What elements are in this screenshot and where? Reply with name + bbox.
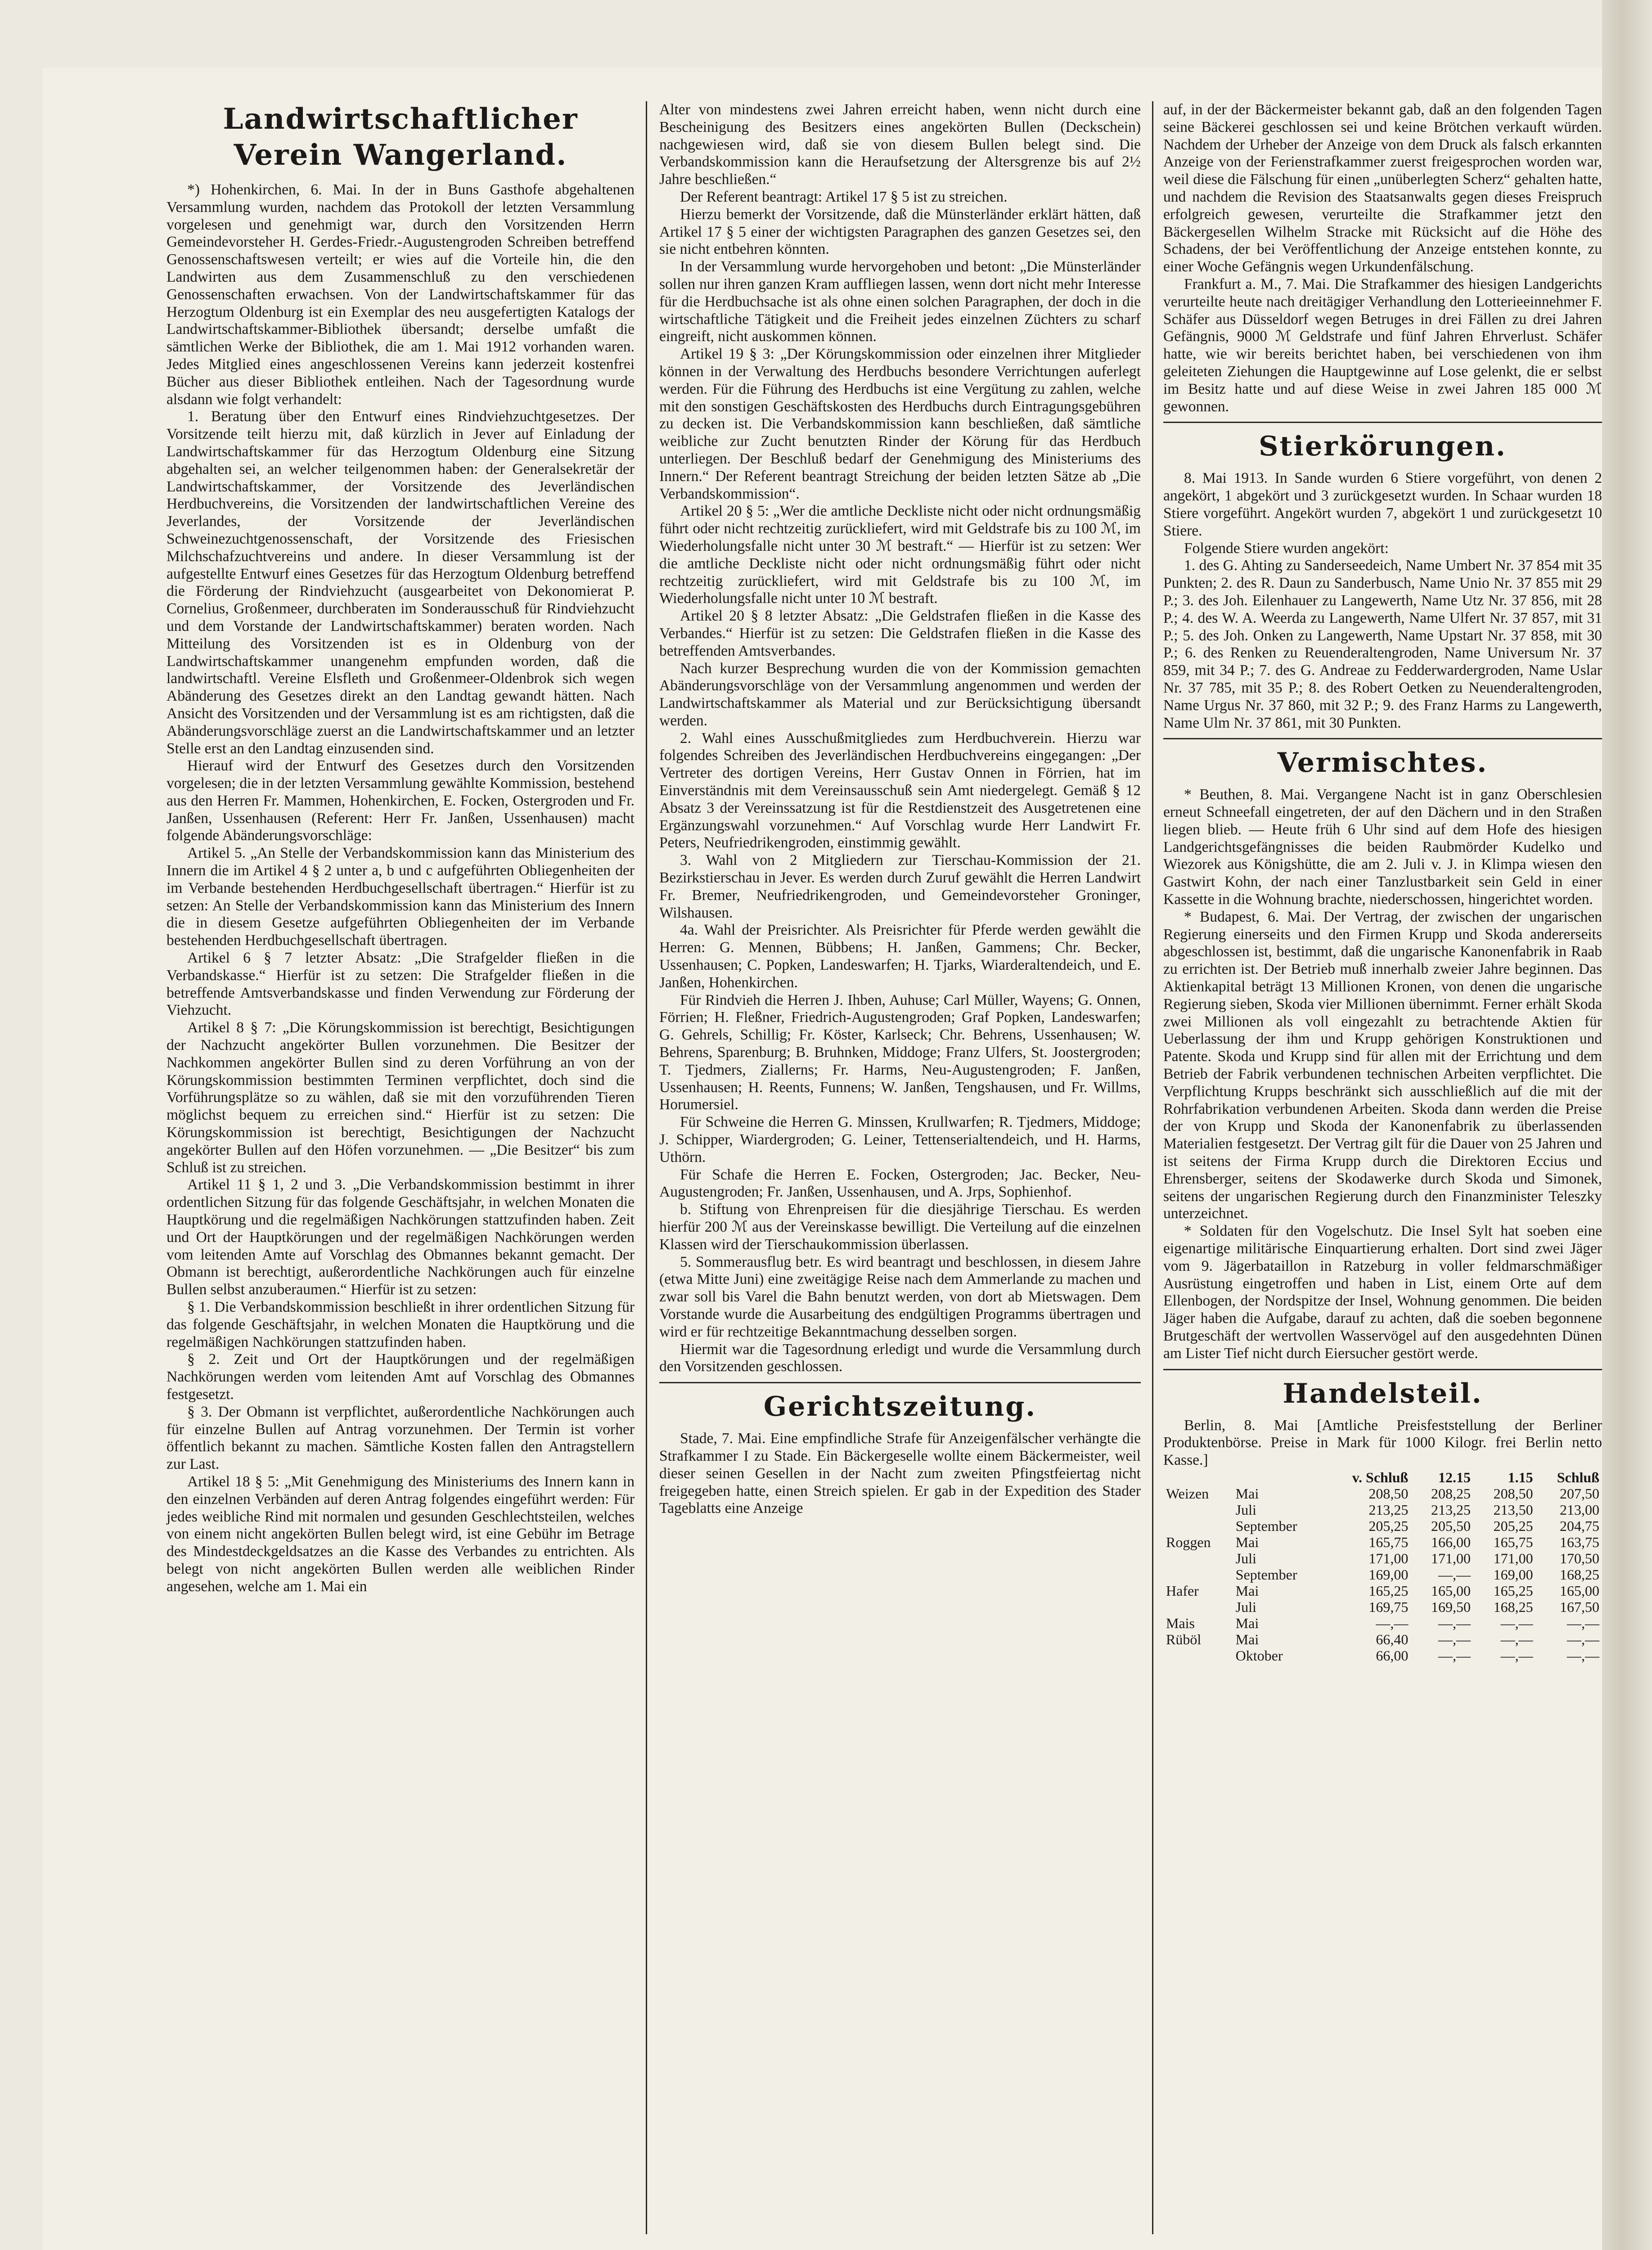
price-cell: 170,50 xyxy=(1560,1550,1599,1566)
paragraph: § 1. Die Verbandskommission beschließt in ihrer ordentlichen Sitzung für das folgende Geschäftsjahr, in welchen Monaten die Hauptkörung und die regelmäßigen Nachkörungen stattzufinden haben. xyxy=(167,1299,635,1350)
price-cell: 205,50 xyxy=(1431,1517,1471,1534)
price-cell: 66,40 xyxy=(1376,1631,1409,1647)
price-cell: 165,75 xyxy=(1368,1534,1409,1550)
price-cell: —,— xyxy=(1376,1615,1409,1631)
section-divider xyxy=(659,1382,1141,1383)
price-cell: 165,00 xyxy=(1560,1582,1599,1599)
paragraph: * Soldaten für den Vogelschutz. Die Insel Sylt hat soeben eine eigenartige militärische Einquartierung erhalten. Dort sind zwei Jäger vom 9. Jägerbataillon in Ratzeburg in voller feldmarschmäßiger Ausrüstung eingetroffen und haben in List, einem Orte auf dem Ellenbogen, der Nordspitze der Insel, Wohnung genommen. Die beiden Jäger haben die Aufgabe, darauf zu achten, daß die soeben begonnene Brutgeschäft der wertvollen Wasservögel auf den ausgedehnten Dünen am Lister Tief nicht durch Eiersucher gestört werde. xyxy=(1163,1223,1602,1362)
paragraph: 1. des G. Ahting zu Sanderseedeich, Name Umbert Nr. 37 854 mit 35 Punkten; 2. des R. Daun zu Sanderbusch, Name Unio Nr. 37 855 mit 29 P.; 3. des Joh. Eilenhauer zu Langewerth, Name Utz Nr. 37 856, mit 28 P.; 4. des W. A. Weerda zu Langewerth, Name Ulfert Nr. 37 857, mit 31 P.; 5. des Joh. Onken zu Langewerth, Name Upstart Nr. 37 858, mit 30 P.; 6. des Renken zu Reuenderaltengroden, Name Universum Nr. 37 859, mit 34 P.; 7. des G. Andreae zu Fedderwardergroden, Name Uslar Nr. 37 785, mit 35 P.; 8. des Robert Oetken zu Neuenderaltengroden, Name Urgus Nr. 37 860, mit 32 P.; 9. des Franz Harms zu Langewerth, Name Ulm Nr. 37 861, mit 30 Punkten. xyxy=(1163,557,1602,731)
section-divider xyxy=(1163,1369,1602,1370)
paragraph: Alter von mindestens zwei Jahren erreicht haben, wenn nicht durch eine Bescheinigung des Besitzers eines angekörten Bullen (Deckschein) nachgewiesen wird, daß sie von diesem Bullen belegt sind. Die Verbandskommission kann die Heraufsetzung der Altersgrenze bis auf 2½ Jahre beschließen.“ xyxy=(659,101,1141,188)
paragraph: Folgende Stiere wurden angekört: xyxy=(1184,540,1389,557)
column-1 xyxy=(167,101,635,1596)
price-cell: 169,50 xyxy=(1431,1598,1471,1615)
commodity-cell xyxy=(1163,1550,1233,1566)
month-cell: Juli xyxy=(1235,1550,1256,1566)
paragraph: Artikel 5. „An Stelle der Verbandskommission kann das Ministerium des Innern die im Artikel 4 § 2 unter a, b und c aufgeführten Obliegenheiten der im Verbande bestehenden Herdbuchgesellschaft übertragen.“ Hierfür ist zu setzen: An Stelle der Verbandskommission kann das Ministerium des Innern die in diesem Gesetze aufgeführten Obliegenheiten der im Verbande bestehenden Herdbuchgesellschaft übertragen. xyxy=(167,845,635,949)
market-header-cell: 12.15 xyxy=(1438,1469,1471,1485)
paragraph: Nach kurzer Besprechung wurden die von der Kommission gemachten Abänderungsvorschläge von der Versammlung angenommen und werden der Landwirtschaftskammer als Material und zur Berücksichtigung übersandt werden. xyxy=(659,660,1141,729)
price-cell: —,— xyxy=(1438,1615,1471,1631)
paragraph: 3. Wahl von 2 Mitgliedern zur Tierschau-Kommission der 21. Bezirkstierschau in Jever. Es werden durch Zuruf gewählt die Herren Landwirt Fr. Bremer, Neufriedrikengroden, und Gemeindevorsteher Groninger, Wilshausen. xyxy=(659,852,1141,921)
paragraph: 1. Beratung über den Entwurf eines Rindviehzuchtgesetzes. Der Vorsitzende teilt hierzu mit, daß kürzlich in Jever auf Einladung der Landwirtschaftskammer für das Herzogtum Oldenburg eine Sitzung abgehalten sei, an welcher teilgenommen haben: der Generalsekretär der Landwirtschaftskammer, der Vorsitzende des Jeverländischen Herdbuchvereins, die Vorsitzenden der landwirtschaftlichen Vereine des Jeverlandes, der Vorsitzende der Jeverländischen Schweinezuchtgenossenschaft, der Vorsitzende des Friesischen Milchschafzuchtvereins und andere. In dieser Versammlung ist der aufgestellte Entwurf eines Gesetzes für das Herzogtum Oldenburg betreffend die Förderung der Rindviehzucht (ausgearbeitet von Dekonomierat P. Cornelius, Großenmeer, durchberaten im Sonderausschuß für Rindviehzucht und dem Vorstande der Landwirtschaftskammer) beraten worden. Nach Mitteilung des Vorsitzenden ist es in Oldenburg von der Landwirtschaftskammer unangenehm empfunden worden, daß die landwirtschaftl. Vereine Elsfleth und Großenmeer-Oldenbrok sich wegen Abänderung des Gesetzes direkt an den Landtag gewandt hätten. Nach Ansicht des Vorsitzenden und der Versammlung ist es am richtigsten, daß die Abänderungsvorschläge zuerst an die Landwirtschaftskammer und an letzter Stelle erst an den Landtag einzusenden sind. xyxy=(167,408,635,757)
commodity-cell: Weizen xyxy=(1166,1485,1209,1502)
commodity-cell: Roggen xyxy=(1166,1534,1211,1550)
price-cell: 168,25 xyxy=(1493,1598,1533,1615)
paragraph: Frankfurt a. M., 7. Mai. Die Strafkammer des hiesigen Landgerichts verurteilte heute nach dreitägiger Verhandlung den Lotterieeinnehmer F. Schäfer aus Düsseldorf wegen Betruges in drei Fällen zu drei Jahren Gefängnis, 9000 ℳ Geldstrafe und fünf Jahren Ehrverlust. Schäfer hatte, wie wir bereits berichtet haben, bei verschiedenen von ihm geleiteten Ziehungen die Hauptgewinne auf Lose gelenkt, die er selbst im Besitz hatte und auf diese Weise in zwei Jahren 185 000 ℳ gewonnen. xyxy=(1163,275,1602,415)
price-cell: 171,00 xyxy=(1368,1550,1409,1566)
month-cell: Juli xyxy=(1235,1501,1256,1518)
price-cell: 213,25 xyxy=(1431,1501,1471,1518)
month-cell: Oktober xyxy=(1235,1647,1283,1664)
commodity-cell xyxy=(1163,1518,1233,1534)
paragraph: In der Versammlung wurde hervorgehoben und betont: „Die Münsterländer sollen nur ihren ganzen Kram auffliegen lassen, wenn dort nicht mehr Interesse für die Herdbuchsache ist als ohne einen solchen Paragraphen, der doch in die wirtschaftliche Tätigkeit und die Freiheit jedes einzelnen Züchters zu scharf eingreift, nicht auskommen können. xyxy=(659,258,1141,345)
price-cell: 208,50 xyxy=(1493,1485,1533,1502)
paragraph: Artikel 6 § 7 letzter Absatz: „Die Strafgelder fließen in die Verbandskasse.“ Hierfür ist zu setzen: Die Strafgelder fließen in die betreffende Amtsverbandskasse und finden Verwendung zur Förderung der Viehzucht. xyxy=(167,950,635,1019)
paragraph: Artikel 8 § 7: „Die Körungskommission ist berechtigt, Besichtigungen der Nachzucht angekörter Bullen vorzunehmen. Die Besitzer der Nachkommen angekörter Bullen sind zu deren Vorführung an von der Körungskommission bestimmten Terminen verpflichtet, doch sind die Vorführungsplätze so zu wählen, daß sie mit den vorzuführenden Tieren möglichst bequem zu erreichen sind.“ Hierfür ist zu setzen: Die Körungskommission ist berechtigt, Besichtigungen der Nachzucht angekörter Bullen auf den Höfen vorzunehmen. — „Die Besitzer“ bis zum Schluß ist zu streichen. xyxy=(167,1019,635,1176)
commodity-cell xyxy=(1163,1566,1233,1583)
price-cell: 66,00 xyxy=(1376,1647,1409,1664)
price-cell: 213,25 xyxy=(1368,1501,1409,1518)
paragraph: Für Schafe die Herren E. Focken, Ostergroden; Jac. Becker, Neu-Augustengroden; Fr. Janßen, Ussenhausen, und A. Jrps, Sophienhof. xyxy=(659,1166,1141,1201)
price-cell: 165,75 xyxy=(1493,1534,1533,1550)
price-cell: 163,75 xyxy=(1560,1534,1599,1550)
month-cell: September xyxy=(1235,1517,1297,1534)
market-price-table xyxy=(1163,1469,1602,1664)
paragraph: Artikel 18 § 5: „Mit Genehmigung des Ministeriums des Innern kann in den einzelnen Verbänden auf deren Antrag folgendes eingeführt werden: Für jedes weibliche Rind mit normalen und gesunden Geschlechtsteilen, welches von einem nicht angekörten Bullen belegt wird, ist eine Gebühr im Betrage des Mindestdeckgeldsatzes an die Kasse des Verbandes zu entrichten. Als belegt von nicht angekörten Bullen werden alle weiblichen Rinder angesehen, welche am 1. Mai ein xyxy=(167,1473,635,1595)
price-cell: 205,25 xyxy=(1493,1517,1533,1534)
commodity-cell: Rüböl xyxy=(1166,1631,1202,1647)
column-3 xyxy=(1163,101,1602,1664)
price-cell: 171,00 xyxy=(1431,1550,1471,1566)
market-row xyxy=(1163,1550,1602,1566)
price-cell: 207,50 xyxy=(1560,1485,1599,1502)
month-cell: Mai xyxy=(1235,1534,1259,1550)
market-header-row xyxy=(1163,1469,1602,1485)
paragraph: * Beuthen, 8. Mai. Vergangene Nacht ist in ganz Oberschlesien erneut Schneefall eingetreten, der auf den Dächern und in den Straßen liegen blieb. — Heute früh 6 Uhr sind auf dem Hofe des hiesigen Landgerichtsgefängnisses die beiden Raubmörder Kudelko und Wiezorek aus Königshütte, die am 2. Juli v. J. in Klimpa wiesen den Gastwirt Kohn, der nach einer Tanzlustbarkeit sein Geld in einer Kassette in die Wohnung brachte, niederschossen, hingerichtet worden. xyxy=(1163,786,1602,908)
commodity-cell xyxy=(1163,1502,1233,1518)
price-cell: 205,25 xyxy=(1368,1517,1409,1534)
price-cell: 165,00 xyxy=(1431,1582,1471,1599)
paragraph: 8. Mai 1913. In Sande wurden 6 Stiere vorgeführt, von denen 2 angekört, 1 abgekört und 3 zurückgesetzt wurden. In Schaar wurden 18 Stiere vorgeführt. Angekört wurden 7, abgekört 1 und zurückgesetzt 10 Stiere. xyxy=(1163,470,1602,539)
paragraph: § 3. Der Obmann ist verpflichtet, außerordentliche Nachkörungen auch für einzelne Bullen auf Antrag vorzunehmen. Der Termin ist vorher öffentlich bekannt zu machen. Sämtliche Kosten fallen den Antragstellern zur Last. xyxy=(167,1403,635,1473)
price-cell: —,— xyxy=(1500,1615,1533,1631)
price-cell: 169,00 xyxy=(1368,1566,1409,1583)
paragraph: Artikel 20 § 8 letzter Absatz: „Die Geldstrafen fließen in die Kasse des Verbandes.“ Hierfür ist zu setzen: Die Geldstrafen fließen in die Kasse des betreffenden Amtsverbandes. xyxy=(659,608,1141,659)
paragraph: * Budapest, 6. Mai. Der Vertrag, der zwischen der ungarischen Regierung einerseits und den Firmen Krupp und Skoda andererseits abgeschlossen ist, bestimmt, daß die ungarische Kanonenfabrik in Raab zu errichten ist. Der Betrieb muß innerhalb zweier Jahre beginnen. Das Aktienkapital beträgt 13 Millionen Kronen, von denen die ungarische Regierung sieben, Skoda vier Millionen übernimmt. Ferner erhält Skoda zwei Millionen als voll eingezahlt zu betrachtende Aktien für Ueberlassung der ihm und Krupp gehörigen Konstruktionen und Patente. Skoda und Krupp sind für allen mit der Errichtung und dem Betrieb der Fabrik verbundenen technischen Arbeiten verpflichtet. Die Verpflichtung Krupps beschränkt sich ausschließlich auf die mit der Rohrfabrikation verbundenen Arbeiten. Skoda dann werden die Preise der von Krupp und Skoda der Kanonenfabrik zu überlassenden Materialien festgesetzt. Der Vertrag gilt für die Dauer von 25 Jahren und ist seitens der Firma Krupp durch die Direktoren Eccius und Ehrensberger, seitens der Skodawerke durch Skoda und Simonek, seitens der ungarischen Regierung durch den Finanzminister Teleszky unterzeichnet. xyxy=(1163,908,1602,1222)
section-heading-handelsteil: Handelsteil. xyxy=(1283,1377,1483,1409)
price-cell: 171,00 xyxy=(1493,1550,1533,1566)
price-cell: 168,25 xyxy=(1560,1566,1599,1583)
market-header-cell xyxy=(1233,1469,1326,1485)
price-cell: 208,25 xyxy=(1431,1485,1471,1502)
price-cell: 165,25 xyxy=(1368,1582,1409,1599)
price-cell: 204,75 xyxy=(1560,1517,1599,1534)
price-cell: —,— xyxy=(1567,1631,1599,1647)
market-row xyxy=(1163,1631,1602,1647)
month-cell: September xyxy=(1235,1566,1297,1583)
month-cell: Mai xyxy=(1235,1615,1259,1631)
market-header-cell: v. Schluß xyxy=(1352,1469,1409,1485)
price-cell: 165,25 xyxy=(1493,1582,1533,1599)
price-cell: —,— xyxy=(1567,1615,1599,1631)
section-divider xyxy=(1163,422,1602,423)
paragraph: Für Rindvieh die Herren J. Ihben, Auhuse; Carl Müller, Wayens; G. Onnen, Förrien; H. Fleßner, Friedrich-Augustengroden; Graf Popken, Landeswarfen; G. Gehrels, Schillig; Fr. Köster, Karlseck; Chr. Behrens, Ussenhausen; W. Behrens, Sparenburg; B. Bruhnken, Middoge; Franz Ulfers, St. Joostergroden; T. Tjedmers, Ziallerns; Fr. Harms, Neu-Augustengroden; F. Janßen, Ussenhausen; H. Reents, Funnens; W. Janßen, Tengshausen, und Fr. Willms, Horumersiel. xyxy=(659,991,1141,1113)
market-intro: Berlin, 8. Mai [Amtliche Preisfeststellung der Berliner Produktenbörse. Preise in Mark für 1000 Kilogr. frei Berlin netto Kasse.] xyxy=(1163,1417,1602,1469)
column-2 xyxy=(659,101,1141,1517)
paragraph: b. Stiftung von Ehrenpreisen für die diesjährige Tierschau. Es werden hierfür 200 ℳ aus der Vereinskasse bewilligt. Die Verteilung auf die einzelnen Klassen wird der Tierschaukommission überlassen. xyxy=(659,1201,1141,1253)
price-cell: —,— xyxy=(1438,1631,1471,1647)
section-divider xyxy=(1163,738,1602,739)
market-row xyxy=(1163,1502,1602,1518)
column-rule-1 xyxy=(646,101,647,2234)
paragraph: Für Schweine die Herren G. Minssen, Krullwarfen; R. Tjedmers, Middoge; J. Schipper, Wiardergroden; G. Leiner, Tettenserialtendeich, und H. Harms, Uthörn. xyxy=(659,1114,1141,1166)
price-cell: 169,75 xyxy=(1368,1598,1409,1615)
market-header-cell: Schluß xyxy=(1557,1469,1599,1485)
section-heading-stierkoerungen: Stierkörungen. xyxy=(1259,431,1507,463)
commodity-cell: Mais xyxy=(1166,1615,1195,1631)
section-heading-gerichtszeitung: Gerichtszeitung. xyxy=(763,1391,1037,1423)
market-row xyxy=(1163,1566,1602,1583)
month-cell: Mai xyxy=(1235,1631,1259,1647)
commodity-cell xyxy=(1163,1599,1233,1615)
paragraph: Hierauf wird der Entwurf des Gesetzes durch den Vorsitzenden vorgelesen; die in der letzten Versammlung gewählte Kommission, bestehend aus den Herren Fr. Mammen, Hohenkirchen, E. Focken, Ostergroden und Fr. Janßen, Ussenhausen (Referent: Herr Fr. Janßen, Ussenhausen) macht folgende Abänderungsvorschläge: xyxy=(167,757,635,844)
section-heading-vermischtes: Vermischtes. xyxy=(1277,747,1488,779)
market-row xyxy=(1163,1615,1602,1631)
price-cell: 213,50 xyxy=(1493,1501,1533,1518)
market-row xyxy=(1163,1485,1602,1502)
market-header-cell: 1.15 xyxy=(1508,1469,1533,1485)
commodity-cell xyxy=(1163,1647,1233,1664)
column-rule-2 xyxy=(1152,101,1153,2234)
price-cell: —,— xyxy=(1567,1647,1599,1664)
paragraph: Artikel 19 § 3: „Der Körungskommission oder einzelnen ihrer Mitglieder können in der Verwaltung des Herdbuchs besondere Verrichtungen auferlegt werden. Für die Führung des Herdbuchs ist eine Vergütung zu zahlen, welche mit den sonstigen Geschäftskosten des Herdbuchs durch Eintragungsgebühren zu decken ist. Die Verbandskommission kann beschließen, daß sämtliche weibliche zur Zucht benutzten Rinder der Körung für das Herdbuch unterliegen. Der Beschluß bedarf der Genehmigung des Ministeriums des Innern.“ Der Referent beantragt Streichung der beiden letzten Sätze ab „Die Verbandskommission“. xyxy=(659,346,1141,502)
price-cell: 208,50 xyxy=(1368,1485,1409,1502)
month-cell: Mai xyxy=(1235,1485,1259,1502)
paragraph: § 2. Zeit und Ort der Hauptkörungen und der regelmäßigen Nachkörungen werden vom leitenden Amt auf Vorschlag des Obmannes festgesetzt. xyxy=(167,1351,635,1403)
paragraph: Hiermit war die Tagesordnung erledigt und wurde die Versammlung durch den Vorsitzenden geschlossen. xyxy=(659,1341,1141,1375)
article-heading: Landwirtschaftlicher Verein Wangerland. xyxy=(223,102,578,172)
paragraph: Artikel 20 § 5: „Wer die amtliche Deckliste nicht oder nicht ordnungsmäßig führt oder nicht rechtzeitig zurückliefert, wird mit Geldstrafe bis zu 100 ℳ, im Wiederholungsfalle nicht unter 30 ℳ bestraft.“ — Hierfür ist zu setzen: Wer die amtliche Deckliste nicht oder nicht ordnungsmäßig führt oder nicht rechtzeitig zurückliefert, wird mit Geldstrafe bis zu 100 ℳ, im Wiederholungsfalle nicht unter 10 ℳ bestraft. xyxy=(659,503,1141,607)
book-edge xyxy=(1602,0,1652,2250)
paragraph: Stade, 7. Mai. Eine empfindliche Strafe für Anzeigenfälscher verhängte die Strafkammer I zu Stade. Ein Bäckergeselle wollte einem Bäckermeister, weil dieser seinen Gesellen in der Nacht zum zweiten Pfingstfeiertag nicht freigegeben hatte, einen Streich spielen. Er gab in der Expedition des Stader Tageblatts eine Anzeige xyxy=(659,1430,1141,1517)
market-row xyxy=(1163,1583,1602,1599)
paragraph: auf, in der der Bäckermeister bekannt gab, daß an den folgenden Tagen seine Bäckerei geschlossen sei und keine Brötchen verkauft würden. Nachdem der Urheber der Anzeige von dem Druck als falsch erkannten Anzeige von der Ferienstrafkammer zuerst freigesprochen worden war, weil diese die Fälschung für einen „unüberlegten Scherz“ gehalten hatte, und nachdem die Revision des Staatsanwalts gegen dieses Freispruch erfolgreich gewesen, verurteilte die Strafkammer jetzt den Bäckergesellen Wilhelm Stracke mit Rücksicht auf die Höhe des Schadens, der bei Veröffentlichung der Anzeige entstehen konnte, zu einer Woche Gefängnis wegen Urkundenfälschung. xyxy=(1163,101,1602,275)
price-cell: 166,00 xyxy=(1431,1534,1471,1550)
price-cell: 213,00 xyxy=(1560,1501,1599,1518)
paragraph: 2. Wahl eines Ausschußmitgliedes zum Herdbuchverein. Hierzu war folgendes Schreiben des Jeverländischen Herdbuchvereins eingegangen: „Der Vertreter des dortigen Vereins, Herr Gustav Onnen in Förrien, hat im Einverständnis mit dem Vereinsausschuß sein Amt niedergelegt. Gemäß § 12 Absatz 3 der Vereinssatzung ist für die Restdienstzeit des Ausgetretenen eine Ergänzungswahl vorzunehmen.“ Auf Vorschlag wurde Herr Landwirt Fr. Peters, Neufriedrikengroden, einstimmig gewählt. xyxy=(659,729,1141,851)
price-cell: —,— xyxy=(1438,1566,1471,1583)
price-cell: —,— xyxy=(1438,1647,1471,1664)
month-cell: Mai xyxy=(1235,1582,1259,1599)
price-cell: —,— xyxy=(1500,1631,1533,1647)
price-cell: 169,00 xyxy=(1493,1566,1533,1583)
price-cell: —,— xyxy=(1500,1647,1533,1664)
market-row xyxy=(1163,1518,1602,1534)
paragraph: *) Hohenkirchen, 6. Mai. In der in Buns Gasthofe abgehaltenen Versammlung wurden, nachdem das Protokoll der letzten Versammlung vorgelesen und genehmigt war, durch den Vorsitzenden Herrn Gemeindevorsteher H. Gerdes-Friedr.-Augustengroden Schreiben betreffend Genossenschaftswesen verteilt; er wies auf die Vorteile hin, die den Landwirten aus dem Zusammenschluß zu den verschiedenen Genossenschaften erwachsen. Von der Landwirtschaftskammer für das Herzogtum Oldenburg ist ein Exemplar des neu ausgefertigten Katalogs der Landwirtschaftskammer-Bibliothek übersandt; derselbe umfaßt die sämtlichen Werke der Bibliothek, die am 1. Mai 1912 vorhanden waren. Jedes Mitglied eines angeschlossenen Vereins kann jederzeit kostenfrei Bücher aus dieser Bibliothek entleihen. Nach der Tagesordnung wurde alsdann wie folgt verhandelt: xyxy=(167,181,635,408)
paragraph: Artikel 11 § 1, 2 und 3. „Die Verbandskommission bestimmt in ihrer ordentlichen Sitzung für das folgende Geschäftsjahr, in welchen Monaten die Hauptkörung und die regelmäßigen Nachkörungen stattzufinden haben. Zeit und Ort der Hauptkörungen und der regelmäßigen Nachkörungen werden vom leitenden Amte auf Vorschlag des Obmannes bekannt gemacht. Der Obmann ist berechtigt, außerordentliche Nachkörungen auch für einzelne Bullen selbst anzuberaumen.“ Hierfür ist zu setzen: xyxy=(167,1176,635,1298)
market-row xyxy=(1163,1599,1602,1615)
paragraph: Hierzu bemerkt der Vorsitzende, daß die Münsterländer erklärt hätten, daß Artikel 17 § 5 einer der wichtigsten Paragraphen des ganzen Gesetzes sei, den sie nicht entbehren könnten. xyxy=(659,206,1141,258)
market-row xyxy=(1163,1647,1602,1664)
paragraph: 4a. Wahl der Preisrichter. Als Preisrichter für Pferde werden gewählt die Herren: G. Mennen, Bübbens; H. Janßen, Gammens; Chr. Becker, Ussenhausen; C. Popken, Landeswarfen; H. Tjarks, Wiarderaltendeich, und E. Janßen, Hohenkirchen. xyxy=(659,922,1141,991)
market-header-cell xyxy=(1163,1469,1233,1485)
market-row xyxy=(1163,1534,1602,1550)
commodity-cell: Hafer xyxy=(1166,1582,1199,1599)
month-cell: Juli xyxy=(1235,1598,1256,1615)
price-cell: 167,50 xyxy=(1560,1598,1599,1615)
paragraph: 5. Sommerausflug betr. Es wird beantragt und beschlossen, in diesem Jahre (etwa Mitte Juni) eine zweitägige Reise nach dem Ammerlande zu machen und zwar soll bis Varel die Bahn benutzt werden, von dort ab Mietswagen. Dem Vorstande wurde die Ausarbeitung des endgültigen Programms übertragen und wird er für rechtzeitige Bekanntmachung desselben sorgen. xyxy=(659,1253,1141,1340)
paragraph: Der Referent beantragt: Artikel 17 § 5 ist zu streichen. xyxy=(680,188,1008,205)
